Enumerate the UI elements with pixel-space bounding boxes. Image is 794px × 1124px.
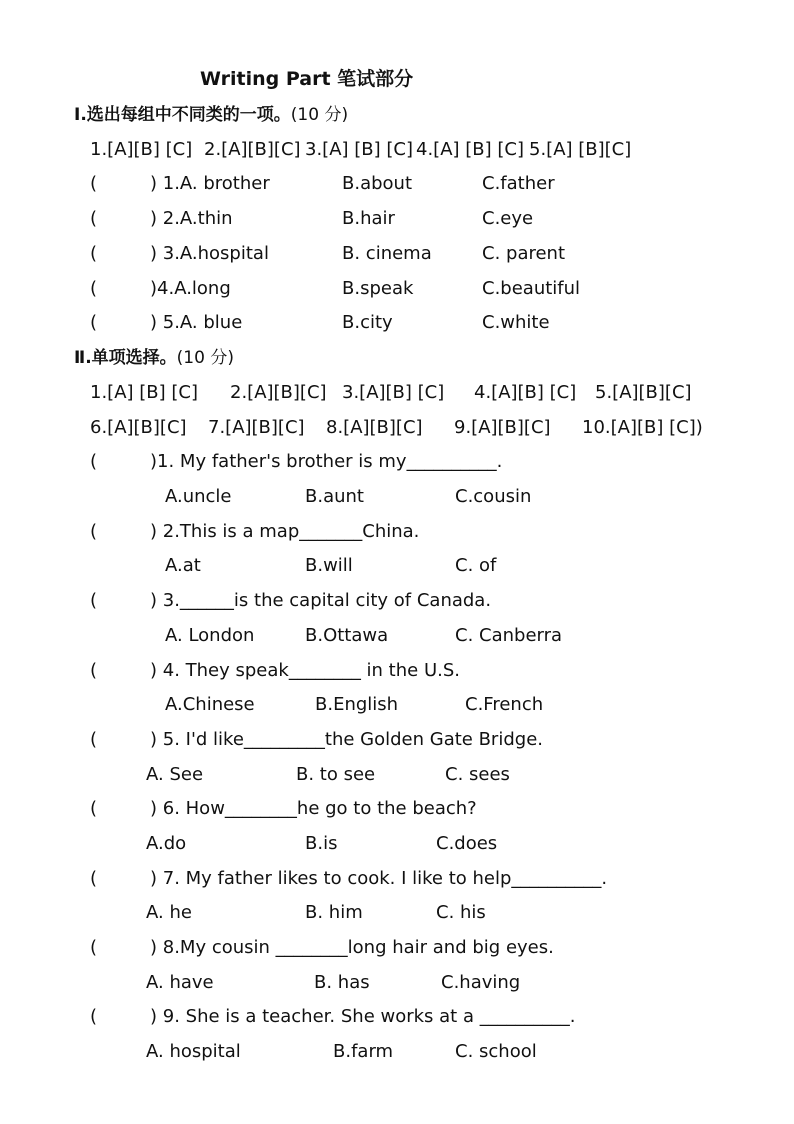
answer-bubble-5[interactable]: 5.[A] [B][C] (529, 139, 632, 160)
section1-item-4 (0, 278, 794, 300)
section1-heading (74, 104, 348, 126)
answer-paren[interactable]: ( (90, 590, 98, 611)
answer-bubble-5[interactable]: 5.[A][B][C] (595, 382, 692, 403)
item-option-a: )4.A.long (150, 278, 231, 299)
question-4-options (0, 694, 794, 716)
answer-paren[interactable]: ( (90, 243, 98, 264)
section1-item-5 (0, 312, 794, 334)
question-text: ) 8.My cousin ________long hair and big eyes. (150, 937, 554, 958)
option-a: A. See (146, 764, 204, 785)
question-1 (0, 451, 794, 473)
section2-answer-grid-row1 (0, 382, 794, 404)
option-c: C. his (436, 902, 486, 923)
option-a: A. London (165, 625, 255, 646)
question-6-options (0, 833, 794, 855)
option-b: B.farm (333, 1041, 394, 1062)
question-text: )1. My father's brother is my__________. (150, 451, 503, 472)
answer-paren[interactable]: ( (90, 798, 98, 819)
option-c: C. of (455, 555, 497, 576)
answer-bubble-9[interactable]: 9.[A][B][C] (454, 417, 551, 438)
answer-paren[interactable]: ( (90, 1006, 98, 1027)
section1-item-1 (0, 173, 794, 195)
question-9 (0, 1006, 794, 1028)
item-option-c: C.white (482, 312, 550, 333)
item-option-b: B. cinema (342, 243, 432, 264)
question-4 (0, 660, 794, 682)
answer-paren[interactable]: ( (90, 868, 98, 889)
item-option-b: B.speak (342, 278, 414, 299)
option-a: A. he (146, 902, 192, 923)
item-option-a: ) 2.A.thin (150, 208, 233, 229)
item-option-a: ) 1.A. brother (150, 173, 270, 194)
question-text: ) 9. She is a teacher. She works at a __________. (150, 1006, 576, 1027)
question-1-options (0, 486, 794, 508)
question-text: ) 4. They speak________ in the U.S. (150, 660, 460, 681)
option-c: C.does (436, 833, 498, 854)
option-c: C. Canberra (455, 625, 563, 646)
section1-heading-text: Ⅰ.选出每组中不同类的一项。 (74, 105, 291, 125)
option-b: B. to see (296, 764, 376, 785)
question-text: ) 7. My father likes to cook. I like to help__________. (150, 868, 608, 889)
page-title: Writing Part 笔试部分 (200, 68, 414, 90)
option-c: C.having (441, 972, 521, 993)
answer-paren[interactable]: ( (90, 208, 98, 229)
item-option-c: C.eye (482, 208, 534, 229)
question-2 (0, 521, 794, 543)
question-3-options (0, 625, 794, 647)
answer-bubble-3[interactable]: 3.[A][B] [C] (342, 382, 445, 403)
question-3 (0, 590, 794, 612)
answer-paren[interactable]: ( (90, 312, 98, 333)
question-text: ) 3.______is the capital city of Canada. (150, 590, 492, 611)
question-5 (0, 729, 794, 751)
question-8-options (0, 972, 794, 994)
question-text: ) 2.This is a map_______China. (150, 521, 420, 542)
option-b: B.is (305, 833, 338, 854)
item-option-b: B.hair (342, 208, 395, 229)
question-text: ) 5. I'd like_________the Golden Gate Bridge. (150, 729, 543, 750)
section2-answer-grid-row2 (0, 417, 794, 439)
item-option-a: ) 3.A.hospital (150, 243, 269, 264)
answer-bubble-10[interactable]: 10.[A][B] [C]) (582, 417, 703, 438)
answer-bubble-4[interactable]: 4.[A] [B] [C] (416, 139, 524, 160)
option-a: A.Chinese (165, 694, 255, 715)
option-a: A.uncle (165, 486, 232, 507)
option-a: A.do (146, 833, 187, 854)
item-option-a: ) 5.A. blue (150, 312, 243, 333)
option-c: C. school (455, 1041, 537, 1062)
option-b: B.Ottawa (305, 625, 389, 646)
question-5-options (0, 764, 794, 786)
item-option-c: C. parent (482, 243, 566, 264)
answer-paren[interactable]: ( (90, 937, 98, 958)
question-6 (0, 798, 794, 820)
option-b: B. him (305, 902, 363, 923)
answer-bubble-7[interactable]: 7.[A][B][C] (208, 417, 305, 438)
option-b: B.aunt (305, 486, 364, 507)
question-7 (0, 868, 794, 890)
option-b: B.will (305, 555, 353, 576)
answer-bubble-3[interactable]: 3.[A] [B] [C] (305, 139, 413, 160)
question-text: ) 6. How________he go to the beach? (150, 798, 477, 819)
answer-paren[interactable]: ( (90, 660, 98, 681)
option-a: A. hospital (146, 1041, 241, 1062)
item-option-b: B.city (342, 312, 393, 333)
item-option-c: C.beautiful (482, 278, 581, 299)
answer-bubble-1[interactable]: 1.[A] [B] [C] (90, 382, 198, 403)
section2-heading (74, 347, 234, 369)
option-a: A.at (165, 555, 201, 576)
answer-paren[interactable]: ( (90, 173, 98, 194)
question-9-options (0, 1041, 794, 1063)
section1-points: (10 分) (290, 105, 349, 125)
section2-points: (10 分) (176, 348, 234, 368)
answer-bubble-1[interactable]: 1.[A][B] [C] (90, 139, 193, 160)
answer-paren[interactable]: ( (90, 729, 98, 750)
section1-item-2 (0, 208, 794, 230)
answer-bubble-8[interactable]: 8.[A][B][C] (326, 417, 423, 438)
option-b: B.English (315, 694, 399, 715)
question-8 (0, 937, 794, 959)
option-c: C. sees (445, 764, 510, 785)
section2-heading-text: Ⅱ.单项选择。 (74, 348, 177, 368)
section1-item-3 (0, 243, 794, 265)
answer-bubble-2[interactable]: 2.[A][B][C] (230, 382, 327, 403)
answer-bubble-6[interactable]: 6.[A][B][C] (90, 417, 187, 438)
option-b: B. has (314, 972, 370, 993)
section1-answer-grid (0, 139, 794, 161)
item-option-b: B.about (342, 173, 413, 194)
question-7-options (0, 902, 794, 924)
answer-bubble-2[interactable]: 2.[A][B][C] (204, 139, 301, 160)
option-a: A. have (146, 972, 214, 993)
item-option-c: C.father (482, 173, 555, 194)
answer-paren[interactable]: ( (90, 521, 98, 542)
option-c: C.French (465, 694, 544, 715)
answer-bubble-4[interactable]: 4.[A][B] [C] (474, 382, 577, 403)
option-c: C.cousin (455, 486, 532, 507)
question-2-options (0, 555, 794, 577)
answer-paren[interactable]: ( (90, 451, 98, 472)
answer-paren[interactable]: ( (90, 278, 98, 299)
